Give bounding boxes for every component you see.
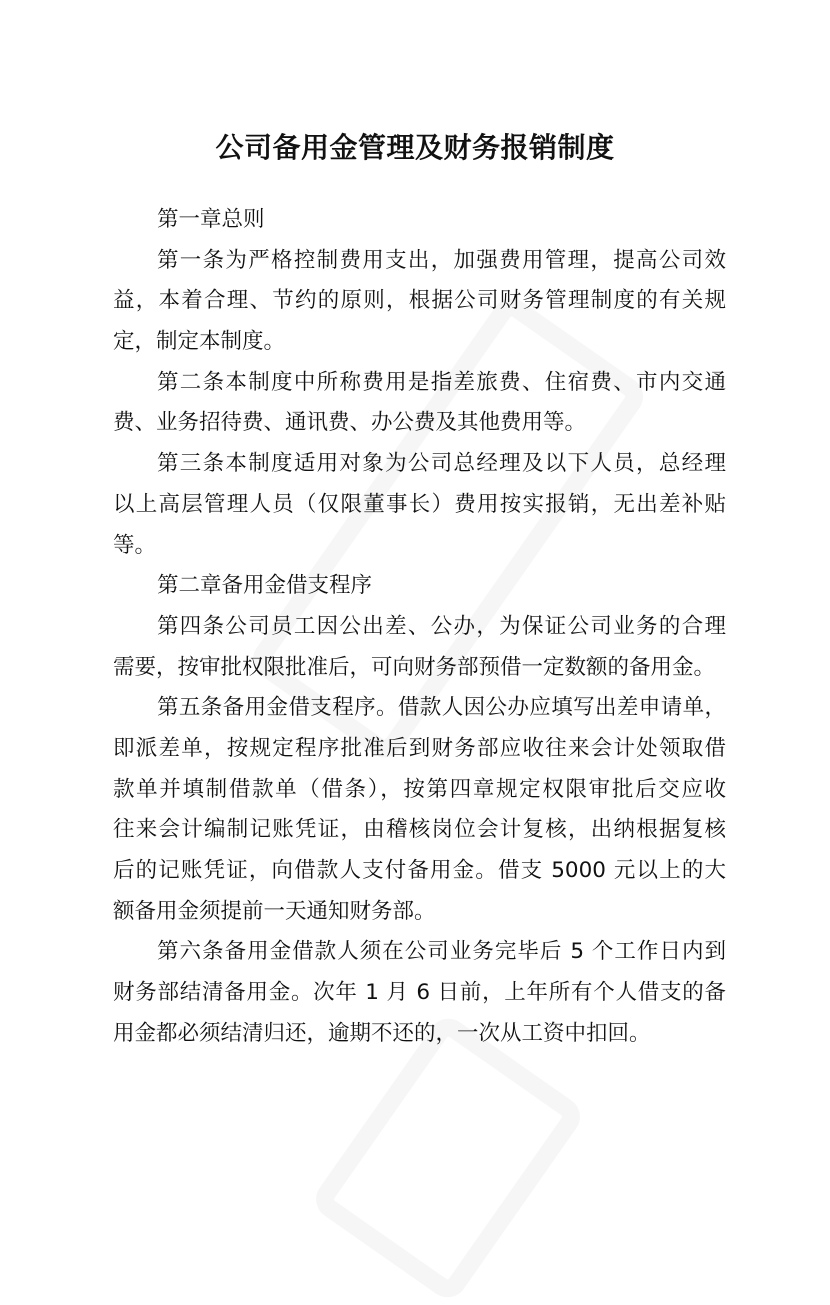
article-paragraph xyxy=(113,932,726,1054)
text-line: 往来会计编制记账凭证，由稽核岗位会计复核，出纳根据复核 xyxy=(113,817,726,843)
text-line: 费、业务招待费、通讯费、办公费及其他费用等。 xyxy=(113,410,587,436)
text-line: 额备用金须提前一天通知财务部。 xyxy=(113,898,436,924)
text-line: 财务部结清备用金。次年 1 月 6 日前，上年所有个人借支的备 xyxy=(113,980,726,1006)
text-line: 款单并填制借款单（借条），按第四章规定权限审批后交应收 xyxy=(113,776,726,802)
text-line: 即派差单，按规定程序批准后到财务部应收往来会计处领取借 xyxy=(113,735,726,761)
text-line: 以上高层管理人员（仅限董事长）费用按实报销，无出差补贴 xyxy=(113,491,726,517)
text-line: 需要，按审批权限批准后，可向财务部预借一定数额的备用金。 xyxy=(113,654,716,680)
text-line: 用金都必须结清归还，逾期不还的，一次从工资中扣回。 xyxy=(113,1020,651,1046)
text-line: 第三条本制度适用对象为公司总经理及以下人员，总经理 xyxy=(157,451,726,477)
chapter-heading xyxy=(113,200,726,241)
text-line: 第二章备用金借支程序 xyxy=(157,573,373,599)
article-paragraph xyxy=(113,363,726,444)
document-body xyxy=(113,200,726,1054)
document-title: 公司备用金管理及财务报销制度 xyxy=(215,131,615,164)
article-paragraph xyxy=(113,607,726,688)
watermark xyxy=(308,1011,588,1305)
article-paragraph xyxy=(113,688,726,932)
text-line: 第五条备用金借支程序。借款人因公办应填写出差申请单， xyxy=(157,695,726,721)
text-line: 第六条备用金借款人须在公司业务完毕后 5 个工作日内到 xyxy=(157,939,726,965)
text-line: 第二条本制度中所称费用是指差旅费、住宿费、市内交通 xyxy=(157,369,726,395)
article-paragraph xyxy=(113,444,726,566)
article-paragraph xyxy=(113,241,726,363)
chapter-heading xyxy=(113,566,726,607)
text-line: 第一条为严格控制费用支出，加强费用管理，提高公司效 xyxy=(157,247,726,273)
text-line: 益，本着合理、节约的原则，根据公司财务管理制度的有关规 xyxy=(113,288,726,314)
text-line: 定，制定本制度。 xyxy=(113,329,286,355)
text-line: 后的记账凭证，向借款人支付备用金。借支 5000 元以上的大 xyxy=(113,858,726,883)
text-line: 等。 xyxy=(113,532,157,558)
text-line: 第四条公司员工因公出差、公办，为保证公司业务的合理 xyxy=(157,613,726,639)
text-line: 第一章总则 xyxy=(157,207,265,232)
